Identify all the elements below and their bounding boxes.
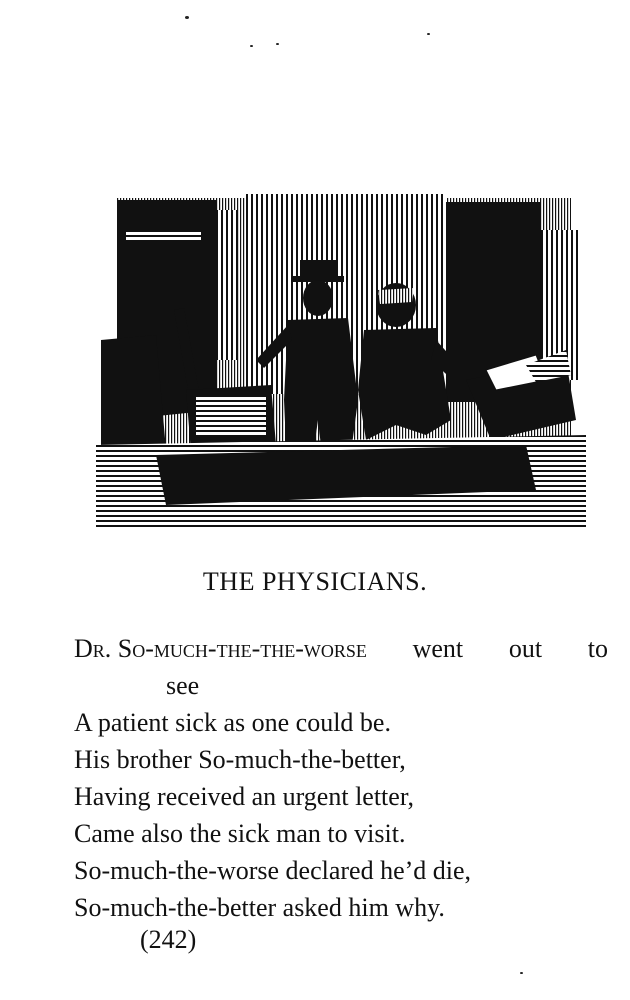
engraving-illustration [96,190,586,530]
poem [74,630,614,926]
page-speck [276,43,279,45]
doctor-title: Dr. [74,634,112,663]
poem-line: So-much-the-better asked him why. [74,893,445,922]
doctor-name: So-much-the-the-worse [117,634,367,663]
page-speck [250,45,253,47]
poem-line-start [74,630,367,667]
page-number: (242) [140,925,197,954]
poem-line: So-much-the-worse declared he’d die, [74,856,472,885]
page-title: THE PHYSICIANS. [202,567,428,596]
poem-line-continuation: see [166,671,200,700]
poem-word: out [508,634,543,663]
poem-line: Came also the sick man to visit. [74,819,406,848]
poem-word: to [587,634,608,663]
page-speck [427,33,430,35]
poem-word: went [412,634,464,663]
poem-line: Having received an urgent letter, [74,782,414,811]
poem-line [74,630,608,667]
page-speck [520,972,523,974]
poem-line: His brother So-much-the-better, [74,745,406,774]
poem-line: A patient sick as one could be. [74,708,391,737]
page-speck [185,16,189,19]
